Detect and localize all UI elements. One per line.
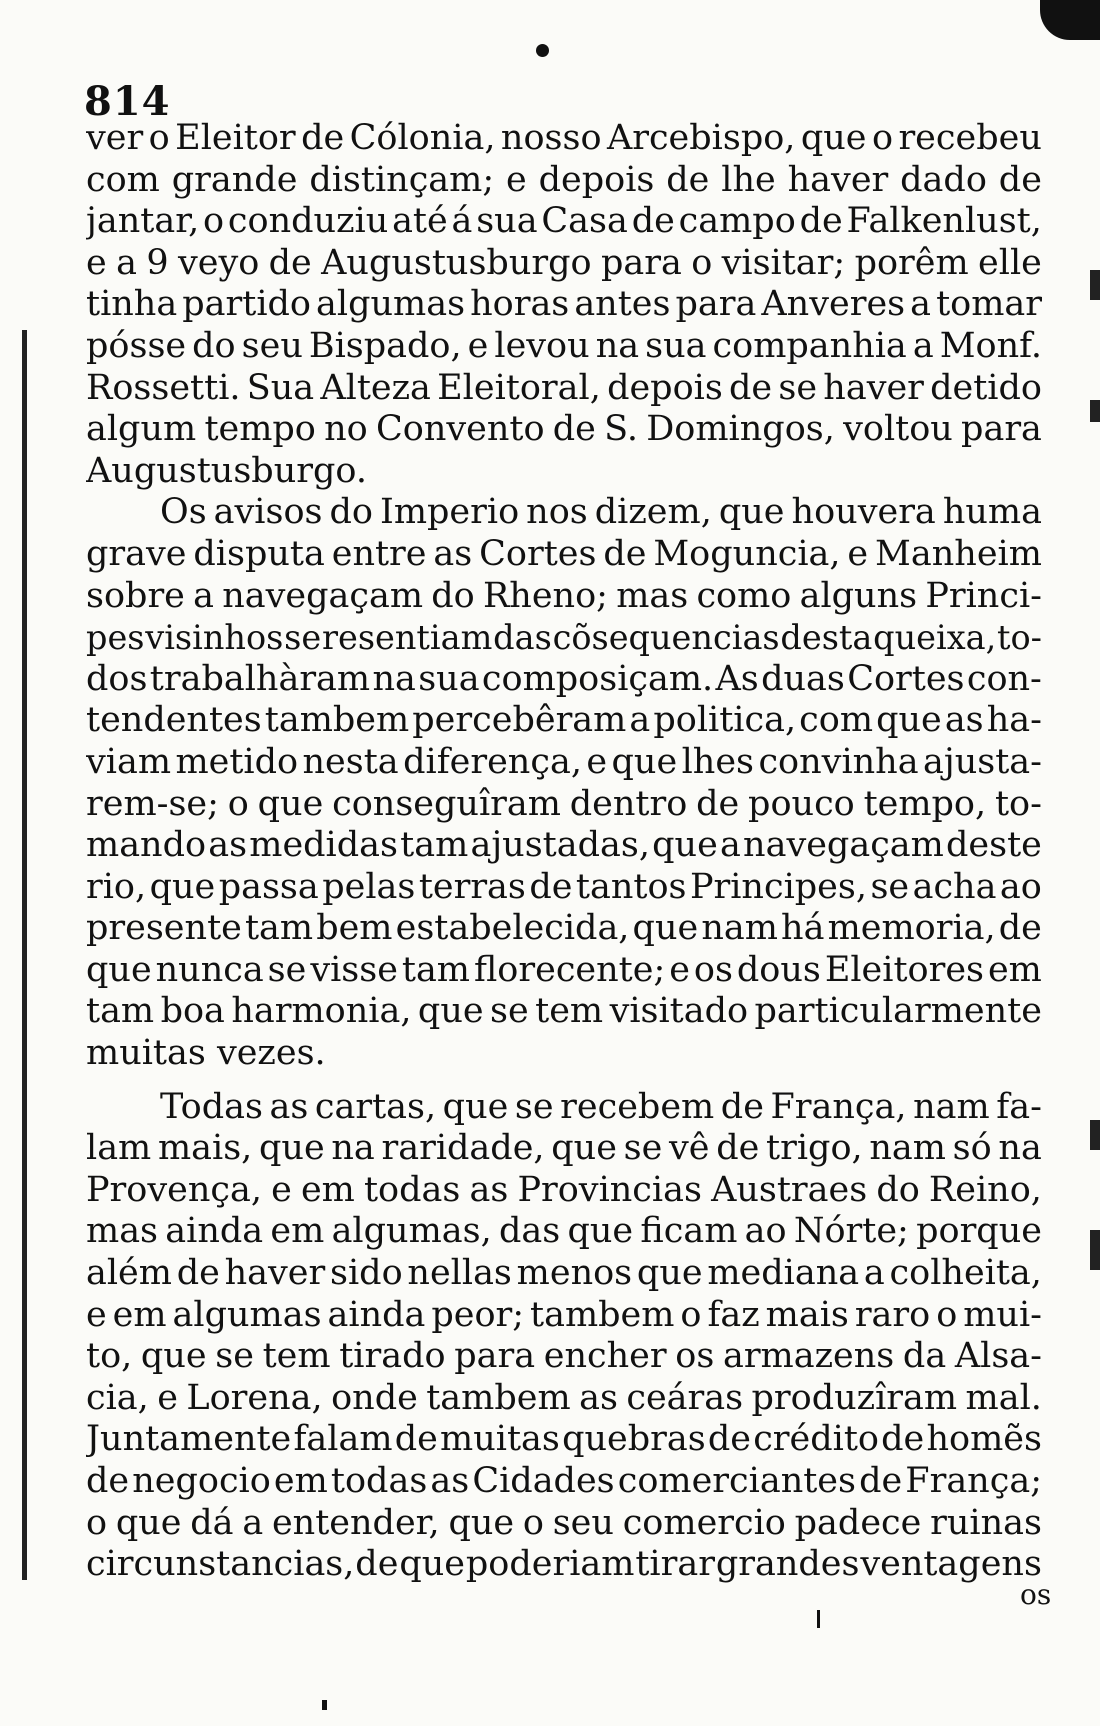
text-line: rem-se; o que conseguîram dentro de pouco tempo, to- xyxy=(86,783,1042,824)
left-margin-rule xyxy=(22,330,27,1580)
text-line: e a 9 veyo de Augustusburgo para o visitar; porêm elle xyxy=(86,242,1042,283)
text-line: to, que se tem tirado para encher os armazens da Alsa- xyxy=(86,1336,1042,1377)
text-line: pósse do seu Bispado, e levou na sua companhia a Monf. xyxy=(86,325,1042,366)
text-line: viam metido nesta diferença, e que lhes convinha ajusta- xyxy=(86,741,1042,782)
page-number: 814 xyxy=(84,78,171,125)
text-line: Juntamente falam de muitas quebras de crédito de homẽs xyxy=(86,1419,1042,1460)
text-line: o que dá a entender, que o seu comercio padece ruinas xyxy=(86,1502,1042,1543)
text-line: de negocio em todas as Cidades comerciantes de França; xyxy=(86,1461,1042,1501)
text-line: rio, que passa pelas terras de tantos Principes, se acha ao xyxy=(86,866,1042,907)
text-line: tendentes tambem percebêram a politica, com que as ha- xyxy=(86,700,1042,741)
text-line: Os avisos do Imperio nos dizem, que houvera huma xyxy=(160,492,1042,533)
text-line: dos trabalhàram na sua composiçam. As duas Cortes con- xyxy=(86,658,1042,699)
stray-mark xyxy=(817,1610,820,1628)
text-line: Provença, e em todas as Provincias Austraes do Reino, xyxy=(86,1169,1042,1210)
text-line: que nunca se visse tam florecente; e os dous Eleitores em xyxy=(86,949,1042,990)
text-line: lam mais, que na raridade, que se vê de trigo, nam só na xyxy=(86,1128,1042,1169)
text-line: com grande distinçam; e depois de lhe haver dado de xyxy=(86,159,1042,200)
text-line: sobre a navegaçam do Rheno; mas como alguns Princi- xyxy=(86,575,1042,616)
text-line: tam boa harmonia, que se tem visitado particularmente xyxy=(86,991,1042,1032)
text-line: pes visinhos se resentiam das cõsequencias desta queixa, to- xyxy=(86,618,1042,658)
text-line: algum tempo no Convento de S. Domingos, voltou para xyxy=(86,409,1042,450)
text-line: e em algumas ainda peor; tambem o faz mais raro o mui- xyxy=(86,1294,1042,1335)
text-line: grave disputa entre as Cortes de Moguncia, e Manheim xyxy=(86,533,1042,574)
text-line: além de haver sido nellas menos que mediana a colheita, xyxy=(86,1253,1042,1294)
text-line: jantar, o conduziu até á sua Casa de campo de Falkenlust, xyxy=(86,201,1042,242)
scan-corner-mark xyxy=(1040,0,1100,40)
text-line: ver o Eleitor de Cólonia, nosso Arcebispo, que o recebeu xyxy=(86,118,1042,158)
stray-mark xyxy=(322,1700,327,1710)
text-line: muitas vezes. xyxy=(86,1033,326,1074)
catchword: os xyxy=(1020,1578,1052,1611)
text-line: Rossetti. Sua Alteza Eleitoral, depois de se haver detido xyxy=(86,367,1042,408)
text-line: Todas as cartas, que se recebem de França, nam fa- xyxy=(160,1086,1042,1127)
text-line: mando as medidas tam ajustadas, que a navegaçam deste xyxy=(86,825,1042,866)
text-line: tinha partido algumas horas antes para Anveres a tomar xyxy=(86,284,1042,325)
ink-dot xyxy=(536,44,549,57)
text-line: cia, e Lorena, onde tambem as ceáras produzîram mal. xyxy=(86,1377,1042,1418)
text-line: mas ainda em algumas, das que ficam ao Nórte; porque xyxy=(86,1211,1042,1252)
text-line: circunstancias, de que poderiam tirar grandes ventagens xyxy=(86,1544,1042,1585)
body-text xyxy=(86,118,1042,1586)
text-line: Augustusburgo. xyxy=(86,450,367,491)
text-line: presente tam bem estabelecida, que nam há memoria, de xyxy=(86,908,1042,949)
